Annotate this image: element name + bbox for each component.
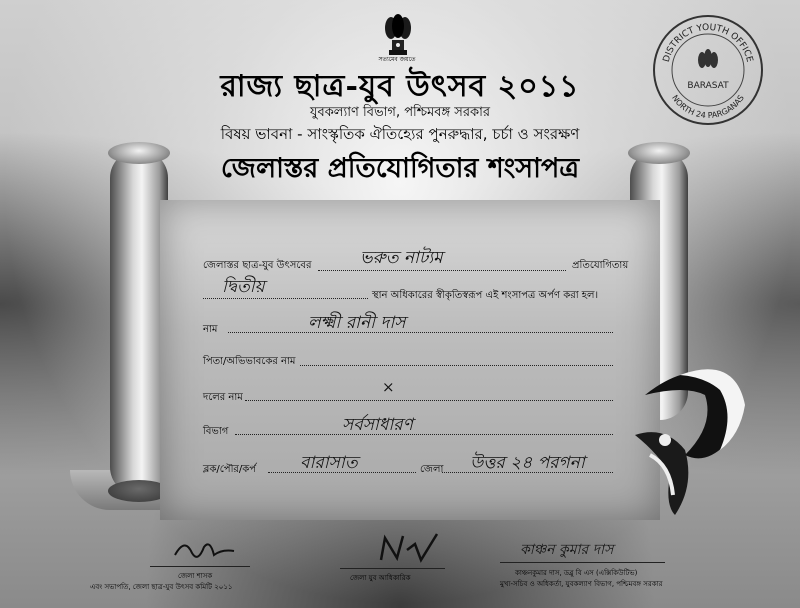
right-signature-title: মুখ্য-সচিব ও অধিকর্তা, যুবকল্যাণ বিভাগ, পশ্চিমবঙ্গ সরকার bbox=[500, 580, 663, 588]
position-text: স্থান অধিকারের স্বীকৃতিস্বরূপ এই শংসাপত্র অর্পণ করা হল। bbox=[372, 290, 599, 301]
district-value: উত্তর ২৪ পরগনা bbox=[470, 453, 585, 473]
guardian-label: পিতা/অভিভাবকের নাম bbox=[203, 356, 296, 367]
stamp-outer-text: DISTRICT YOUTH OFFICE bbox=[661, 22, 755, 64]
right-signature-line bbox=[500, 562, 665, 563]
block-label: ব্লক/পৌর/কর্প bbox=[203, 464, 257, 475]
left-signature-line bbox=[150, 566, 250, 567]
competition-label: প্রতিযোগিতায় bbox=[572, 260, 629, 271]
section-value: সর্বসাধারণ bbox=[342, 415, 413, 435]
right-signature-name: কাঞ্চনকুমার দাস, ডব্লু বি এস (এক্সিকিউটিভ) bbox=[515, 569, 638, 577]
left-signature-title: জেলা শাসক bbox=[178, 572, 213, 580]
state-emblem-icon bbox=[383, 10, 413, 58]
youth-officer-signature bbox=[375, 530, 445, 566]
scroll-cap-right-top bbox=[628, 142, 690, 164]
section-label: বিভাগ bbox=[203, 426, 229, 437]
district-label: জেলা bbox=[420, 464, 444, 475]
middle-signature-title: জেলা যুব আধিকারিক bbox=[350, 574, 411, 582]
certificate-title: জেলাস্তর প্রতিযোগিতার শংসাপত্র bbox=[220, 153, 580, 184]
festival-label: জেলাস্তর ছাত্র-যুব উৎসবের bbox=[203, 260, 312, 271]
department-name: যুবকল্যাণ বিভাগ, পশ্চিমবঙ্গ সরকার bbox=[309, 105, 491, 120]
emblem-caption: সত্যমেব জয়তে bbox=[378, 56, 416, 63]
name-value: লক্ষ্মী রানী দাস bbox=[308, 313, 406, 333]
team-label: দলের নাম bbox=[203, 392, 243, 403]
right-signature-hand: কাঞ্চন কুমার দাস bbox=[520, 542, 614, 558]
scroll-cap-left-top bbox=[108, 142, 170, 164]
middle-signature-line bbox=[340, 568, 445, 569]
festival-logo-icon bbox=[625, 355, 755, 525]
team-line bbox=[245, 400, 613, 401]
name-label: নাম bbox=[203, 324, 218, 335]
guardian-line bbox=[300, 365, 613, 366]
festival-value: ভরুত নাট্যম bbox=[360, 248, 443, 268]
team-value: × bbox=[382, 378, 395, 396]
theme-line: বিষয় ভাবনা - সাংস্কৃতিক ঐতিহ্যের পুনরুদ্ধার, চর্চা ও সংরক্ষণ bbox=[220, 125, 580, 143]
stamp-inner-text: BARASAT bbox=[687, 81, 729, 91]
stamp-lower-text: NORTH 24 PARGANAS bbox=[670, 93, 746, 121]
festival-title: রাজ্য ছাত্র-যুব উৎসব ২০১১ bbox=[220, 69, 580, 104]
section-line bbox=[235, 434, 613, 435]
district-magistrate-signature bbox=[170, 535, 240, 567]
position-value: দ্বিতীয় bbox=[222, 277, 265, 297]
name-line bbox=[228, 332, 613, 333]
left-signature-subtitle: এবং সভাপতি, জেলা ছাত্র-যুব উৎসব কমিটি ২০১১ bbox=[90, 583, 233, 591]
block-value: বারাসাত bbox=[300, 453, 358, 473]
